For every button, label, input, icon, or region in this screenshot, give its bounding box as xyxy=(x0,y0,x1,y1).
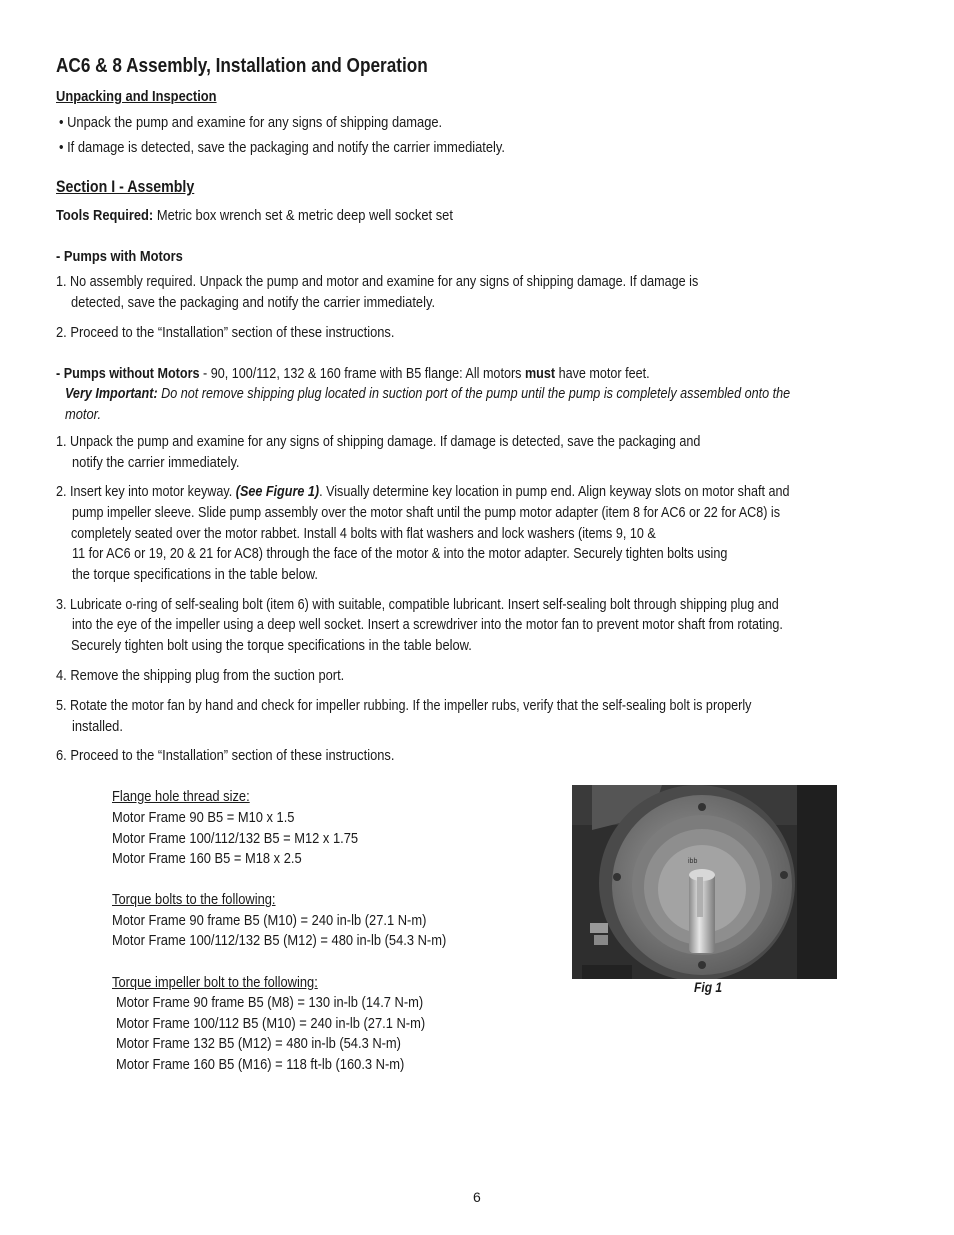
torque-impeller-line-1: Motor Frame 90 frame B5 (M8) = 130 in-lb (14.7 N-m) xyxy=(116,994,424,1011)
without-motors-step-4: 4. Remove the shipping plug from the suction port. xyxy=(56,667,345,684)
torque-impeller-line-3: Motor Frame 132 B5 (M12) = 480 in-lb (54.3 N-m) xyxy=(116,1035,401,1052)
tools-required xyxy=(56,206,453,227)
without-motors-step-2-line-4: 11 for AC6 or 19, 20 & 21 for AC8) through the face of the motor & into the motor adapter. Securely tighten bolts using xyxy=(72,545,728,562)
without-motors-frames: - 90, 100/112, 132 & 160 frame with B5 flange: All motors xyxy=(199,365,525,382)
torque-impeller-heading: Torque impeller bolt to the following: xyxy=(112,974,318,991)
torque-bolts-heading: Torque bolts to the following: xyxy=(112,891,276,908)
step-2-rest: . Visually determine key location in pump end. Align keyway slots on motor shaft and xyxy=(319,483,790,500)
figure-reference: (See Figure 1) xyxy=(235,483,320,500)
tools-text: Metric box wrench set & metric deep well socket set xyxy=(153,207,453,224)
without-motors-step-2-line-2: pump impeller sleeve. Slide pump assembly over the motor shaft until the pump motor adapter (item 8 for AC6 or 22 for AC8) is xyxy=(72,504,781,521)
without-motors-label: - Pumps without Motors xyxy=(56,365,200,382)
without-motors-heading xyxy=(56,364,650,385)
flange-line-2: Motor Frame 100/112/132 B5 = M12 x 1.75 xyxy=(112,830,359,847)
with-motors-heading: - Pumps with Motors xyxy=(56,248,183,265)
without-motors-step-5-line-2: installed. xyxy=(72,718,123,735)
without-motors-step-2-line-5: the torque specifications in the table below. xyxy=(72,566,318,583)
torque-bolts-line-2: Motor Frame 100/112/132 B5 (M12) = 480 in-lb (54.3 N-m) xyxy=(112,932,447,949)
unpacking-bullet-2: • If damage is detected, save the packaging and notify the carrier immediately. xyxy=(59,139,505,156)
without-motors-step-3-line-2: into the eye of the impeller using a deep well socket. Insert a screwdriver into the motor fan to prevent motor shaft from rotating. xyxy=(72,616,783,633)
unpacking-heading: Unpacking and Inspection xyxy=(56,88,217,105)
flange-heading: Flange hole thread size: xyxy=(112,788,250,805)
page-number: 6 xyxy=(473,1189,481,1205)
without-motors-end: have motor feet. xyxy=(555,365,650,382)
very-important-note xyxy=(65,384,790,405)
torque-impeller-line-4: Motor Frame 160 B5 (M16) = 118 ft-lb (160.3 N-m) xyxy=(116,1056,405,1073)
torque-impeller-line-2: Motor Frame 100/112 B5 (M10) = 240 in-lb (27.1 N-m) xyxy=(116,1015,426,1032)
torque-bolts-line-1: Motor Frame 90 frame B5 (M10) = 240 in-lb (27.1 N-m) xyxy=(112,912,427,929)
without-motors-step-2-line-3: completely seated over the motor rabbet. Install 4 bolts with flat washers and lock washers (items 9, 10 & xyxy=(71,525,656,542)
without-motors-step-6: 6. Proceed to the “Installation” section of these instructions. xyxy=(56,747,395,764)
motor-flange-photo xyxy=(572,785,837,979)
figure-caption: Fig 1 xyxy=(694,979,723,995)
must-emphasis: must xyxy=(524,365,556,382)
without-motors-step-3-line-3: Securely tighten bolt using the torque specifications in the table below. xyxy=(71,637,472,654)
without-motors-step-3-line-1: 3. Lubricate o-ring of self-sealing bolt (item 6) with suitable, compatible lubricant. Insert self-sealing bolt through shipping plug and xyxy=(56,596,779,613)
with-motors-step-2: 2. Proceed to the “Installation” section of these instructions. xyxy=(56,324,395,341)
unpacking-bullet-1: • Unpack the pump and examine for any signs of shipping damage. xyxy=(59,114,443,131)
assembly-heading: Section I - Assembly xyxy=(56,178,195,196)
flange-line-3: Motor Frame 160 B5 = M18 x 2.5 xyxy=(112,850,302,867)
without-motors-step-1-line-2: notify the carrier immediately. xyxy=(72,454,240,471)
flange-line-1: Motor Frame 90 B5 = M10 x 1.5 xyxy=(112,809,295,826)
with-motors-step-1-line-1: 1. No assembly required. Unpack the pump and motor and examine for any signs of shipping damage. If damage is xyxy=(56,273,699,290)
tools-label: Tools Required: xyxy=(56,207,154,224)
without-motors-step-2-line-1 xyxy=(56,482,790,503)
without-motors-step-1-line-1: 1. Unpack the pump and examine for any signs of shipping damage. If damage is detected, save the packaging and xyxy=(56,433,701,450)
with-motors-step-1-line-2: detected, save the packaging and notify the carrier immediately. xyxy=(71,294,436,311)
very-important-label: Very Important: xyxy=(65,385,158,402)
very-important-text-line-2: motor. xyxy=(65,406,102,423)
without-motors-step-5-line-1: 5. Rotate the motor fan by hand and check for impeller rubbing. If the impeller rubs, verify that the self-sealing bolt is properly xyxy=(56,697,752,714)
svg-text:ibb: ibb xyxy=(688,858,698,865)
very-important-text: Do not remove shipping plug located in suction port of the pump until the pump is completely assembled onto the xyxy=(157,385,791,402)
page-title: AC6 & 8 Assembly, Installation and Operation xyxy=(56,55,428,77)
step-2-start: 2. Insert key into motor keyway. xyxy=(56,483,236,500)
